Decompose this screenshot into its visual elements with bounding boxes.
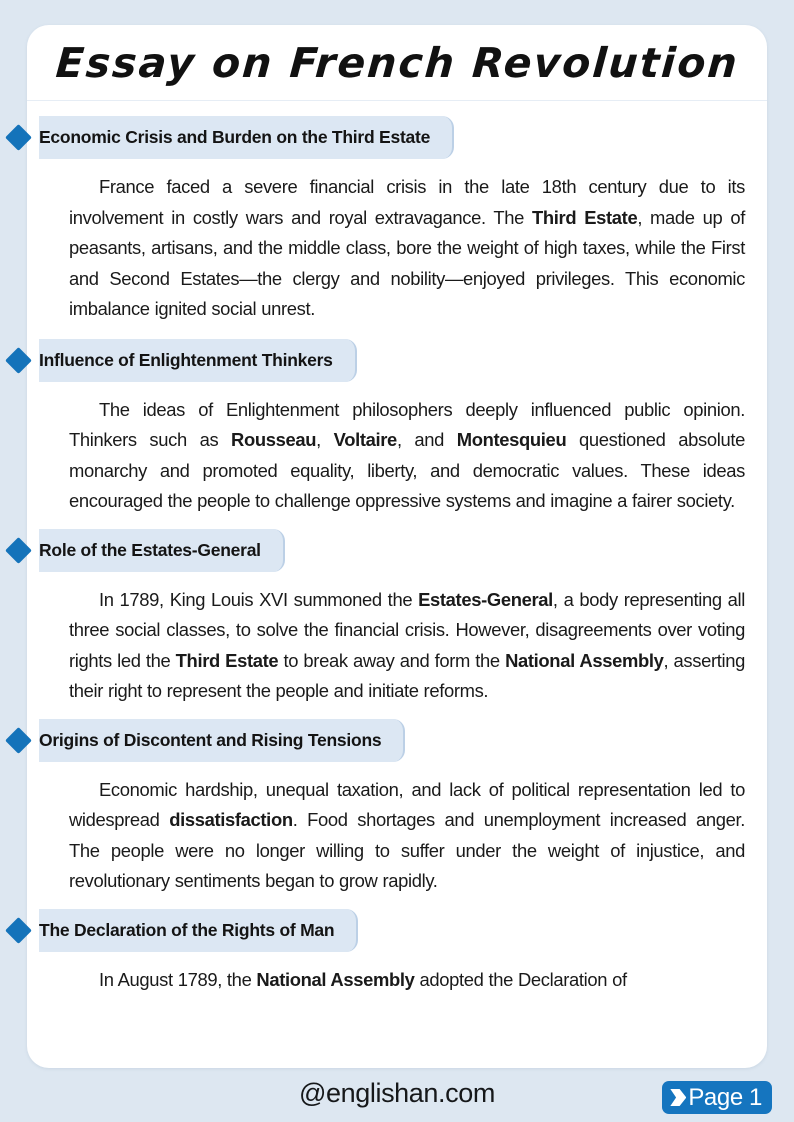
section-paragraph: Economic hardship, unequal taxation, and lack of political representation led to widespread dissatisfaction. Food shortages and unemployment increased anger. The people were no longer willing to suffer under the weight of injustice, and revolutionary sentiments began to grow rapidly. <box>69 778 745 891</box>
title-separator-gap <box>27 102 767 116</box>
title-band <box>27 25 767 101</box>
section-heading-label: The Declaration of the Rights of Man <box>39 919 335 940</box>
page-title: Essay on French Revolution <box>53 38 741 87</box>
page-number-label: Page 1 <box>688 1083 762 1111</box>
section-heading-pill <box>39 339 357 382</box>
arrow-right-icon <box>670 1089 686 1106</box>
section-heading-pill <box>39 529 285 572</box>
document-card <box>27 25 767 1068</box>
section-origins-of-discontent <box>27 719 767 897</box>
section-heading-label: Origins of Discontent and Rising Tensions <box>39 729 382 750</box>
section-declaration-rights-of-man <box>27 909 767 996</box>
section-heading-row <box>0 909 767 952</box>
section-heading-pill <box>39 909 358 952</box>
section-heading-label: Influence of Enlightenment Thinkers <box>39 349 333 370</box>
section-heading-row <box>0 529 767 572</box>
section-paragraph: In 1789, King Louis XVI summoned the Estates-General, a body representing all three social classes, to solve the financial crisis. However, disagreements over voting rights led the Third Estate to break away and form the National Assembly, asserting their right to represent the people and initiate reforms. <box>69 588 745 701</box>
section-spacer <box>27 707 767 719</box>
site-handle: @englishan.com <box>299 1078 495 1108</box>
section-spacer <box>27 517 767 529</box>
section-enlightenment-thinkers <box>27 339 767 517</box>
section-economic-crisis <box>27 116 767 325</box>
section-heading-pill <box>39 116 454 159</box>
blue-diamond-icon <box>5 917 32 944</box>
blue-diamond-icon <box>5 124 32 151</box>
section-heading-label: Role of the Estates-General <box>39 539 261 560</box>
section-paragraph: France faced a severe financial crisis in the late 18th century due to its involvement in costly wars and royal extravagance. The Third Estate, made up of peasants, artisans, and the middle class, bore the weight of high taxes, while the First and Second Estates—the clergy and nobility—enjoyed privileges. This economic imbalance ignited social unrest. <box>69 176 745 319</box>
page-footer <box>0 1078 794 1122</box>
section-heading-pill <box>39 719 405 762</box>
section-paragraph: The ideas of Enlightenment philosophers deeply influenced public opinion. Thinkers such as Rousseau, Voltaire, and Montesquieu questioned absolute monarchy and promoted equality, liberty, and democratic values. These ideas encouraged the people to challenge oppressive systems and imagine a fairer society. <box>69 398 745 511</box>
section-estates-general <box>27 529 767 707</box>
document-content <box>27 116 767 995</box>
section-heading-row <box>0 116 767 159</box>
section-spacer <box>27 897 767 909</box>
section-paragraph: In August 1789, the National Assembly adopted the Declaration of <box>99 968 627 990</box>
blue-diamond-icon <box>5 727 32 754</box>
blue-diamond-icon <box>5 347 32 374</box>
section-spacer <box>27 325 767 339</box>
blue-diamond-icon <box>5 537 32 564</box>
section-heading-row <box>0 339 767 382</box>
section-heading-label: Economic Crisis and Burden on the Third Estate <box>39 127 431 147</box>
section-heading-row <box>0 719 767 762</box>
page-number-badge <box>662 1081 772 1114</box>
